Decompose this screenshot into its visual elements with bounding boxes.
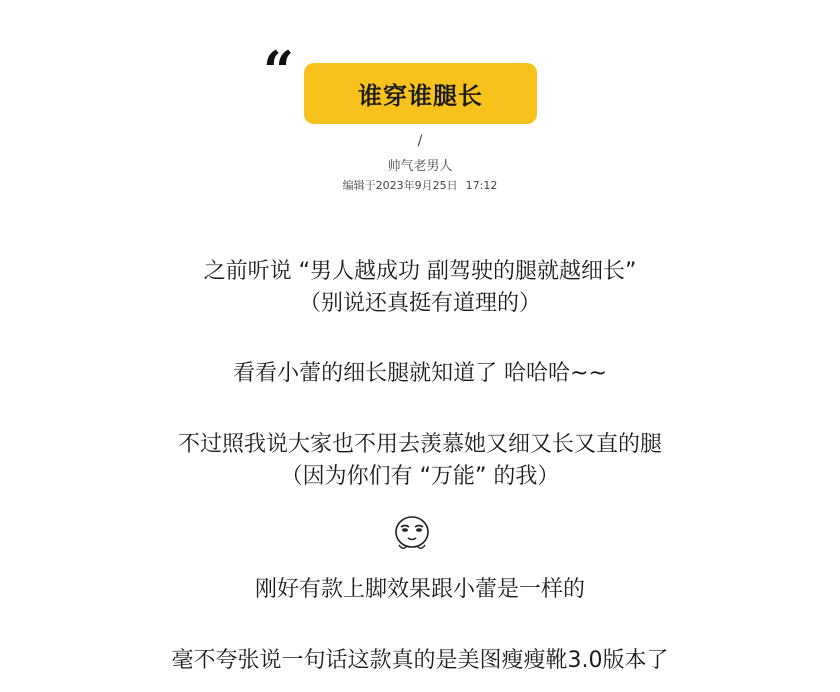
paragraph-5-line-1: 毫不夸张说一句话这款真的是美图瘦瘦靴3.0版本了 — [171, 648, 669, 673]
separator-slash: / — [417, 133, 423, 149]
paragraph-2 — [0, 358, 840, 390]
article-title: 谁穿谁腿长 — [304, 63, 537, 124]
paragraph-5 — [0, 645, 840, 677]
paragraph-3-line-1: 不过照我说大家也不用去羡慕她又细又长又直的腿 — [177, 432, 662, 457]
quote-mark-icon: “ — [263, 39, 295, 103]
paragraph-1-line-1: 之前听说 “男人越成功 副驾驶的腿就越细长” — [203, 259, 637, 284]
edit-timestamp — [0, 177, 840, 193]
paragraph-4 — [0, 574, 840, 606]
smug-face-icon — [393, 515, 431, 551]
paragraph-2-line-1: 看看小蕾的细长腿就知道了 哈哈哈~~ — [233, 361, 607, 386]
paragraph-1 — [0, 256, 840, 320]
paragraph-3-line-2: （因为你们有 “万能” 的我） — [280, 464, 560, 489]
paragraph-3 — [0, 429, 840, 493]
paragraph-4-line-1: 刚好有款上脚效果跟小蕾是一样的 — [254, 577, 585, 602]
edit-date: 编辑于2023年9月25日 — [342, 179, 458, 192]
paragraph-1-line-2: （别说还真挺有道理的） — [298, 291, 541, 316]
author-name[interactable]: 帅气老男人 — [387, 159, 453, 174]
edit-time: 17:12 — [465, 179, 498, 192]
